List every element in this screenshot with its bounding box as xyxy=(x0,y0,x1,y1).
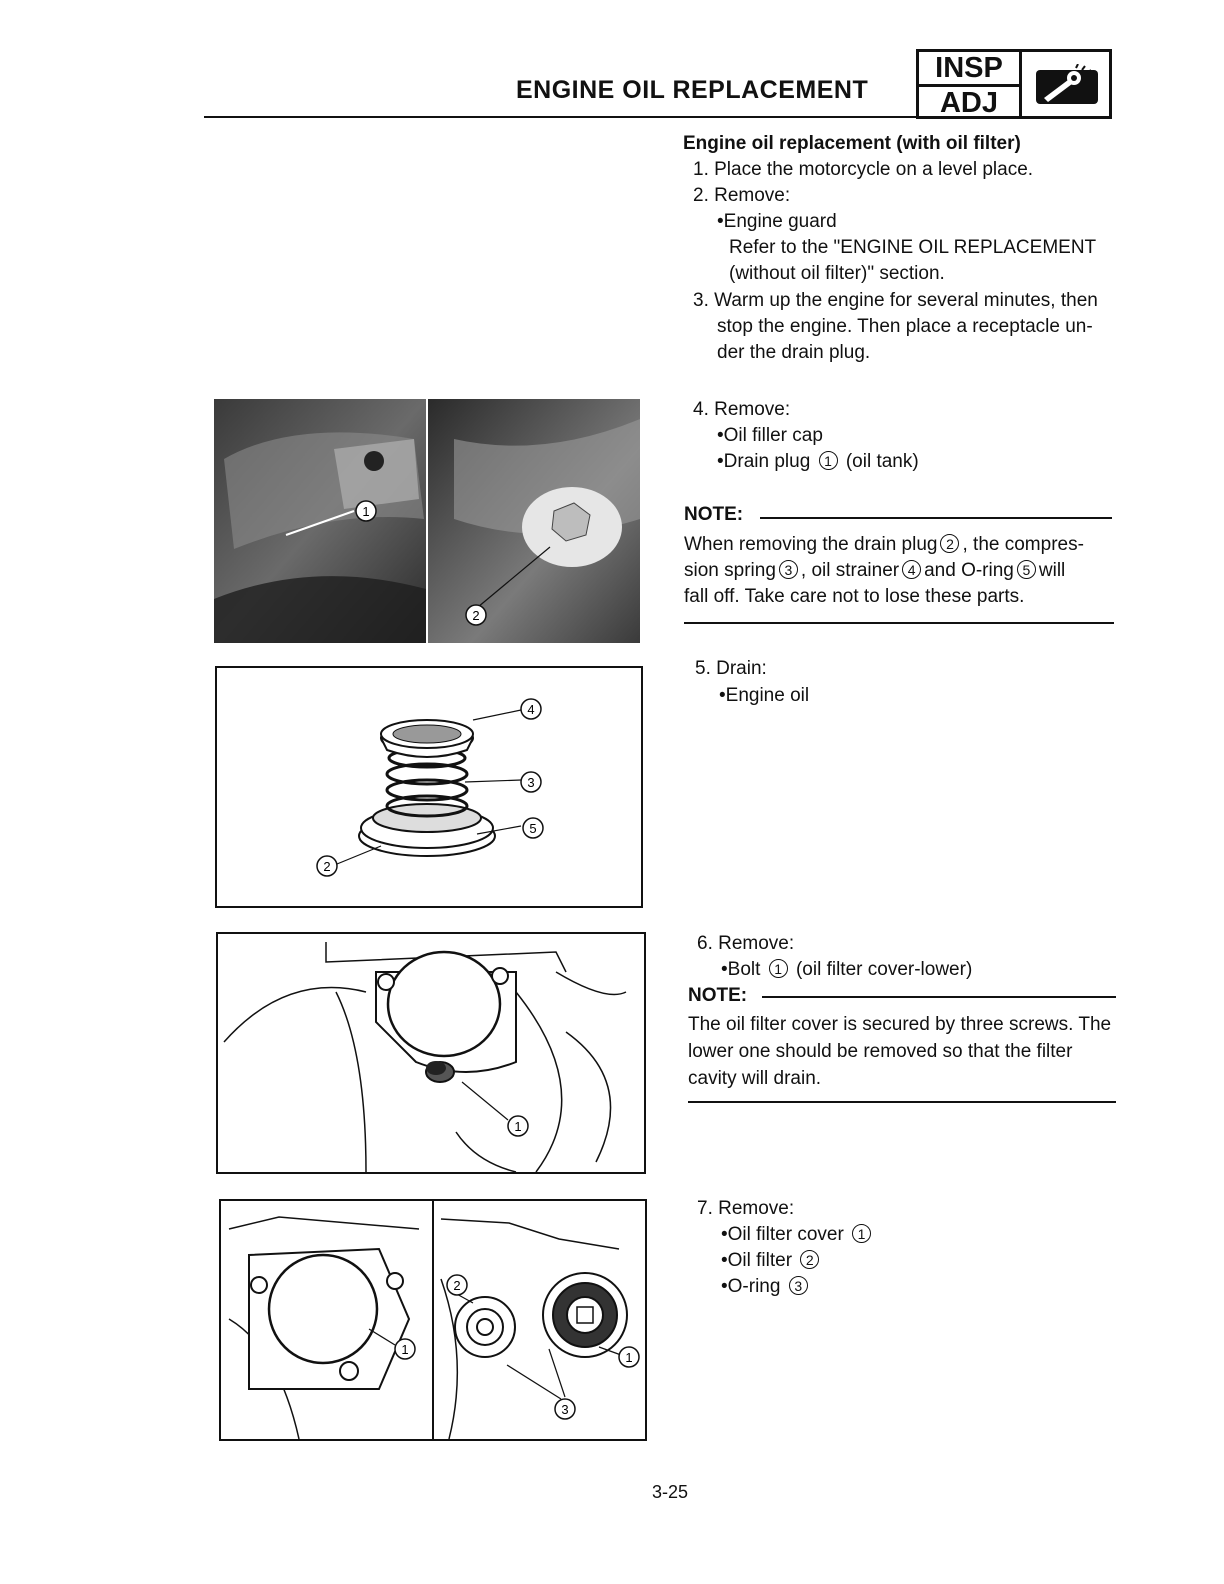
step-7-item1 xyxy=(721,1222,874,1248)
note-2-line2: lower one should be removed so that the filter xyxy=(688,1041,1073,1062)
callout-number: 5 xyxy=(1017,560,1036,579)
note-1-label: NOTE: xyxy=(684,504,744,525)
section-heading: Engine oil replacement (with oil filter) xyxy=(683,133,1021,154)
step-3-line3: der the drain plug. xyxy=(717,342,871,363)
step-7-item2 xyxy=(721,1248,822,1274)
callout-label: 1 xyxy=(514,1119,522,1134)
note-2-line1: The oil filter cover is secured by three screws. The xyxy=(688,1014,1112,1035)
figure-oil-filter-cover xyxy=(216,932,646,1174)
callout-label: 5 xyxy=(529,821,537,836)
note-1-line1 xyxy=(684,532,1084,558)
step-4-item1: •Oil filler cap xyxy=(717,425,823,446)
note-1-line1-text: When removing the drain plug xyxy=(684,534,938,555)
step-6: 6. Remove: xyxy=(697,933,795,954)
step-3-line1: 3. Warm up the engine for several minutes, then xyxy=(693,290,1098,311)
callout-label: 4 xyxy=(527,702,535,717)
callout-label: 1 xyxy=(625,1350,633,1365)
note-2-label: NOTE: xyxy=(688,985,748,1006)
note-2-line3: cavity will drain. xyxy=(688,1068,822,1089)
step-7: 7. Remove: xyxy=(697,1198,795,1219)
step-2-ref-line2: (without oil filter)" section. xyxy=(729,263,945,284)
step-6-item-suffix: (oil filter cover-lower) xyxy=(795,959,973,980)
step-4-item2-suffix: (oil tank) xyxy=(845,451,919,472)
page-number: 3-25 xyxy=(652,1482,689,1502)
callout-label: 3 xyxy=(561,1402,569,1417)
note-1-top-rule xyxy=(760,517,1112,519)
note-2-top-rule xyxy=(762,996,1116,998)
step-6-item-text: •Bolt xyxy=(721,959,761,980)
callout-label: 2 xyxy=(472,608,480,623)
callout-label: 3 xyxy=(527,775,535,790)
callout-label: 1 xyxy=(362,504,370,519)
wrench-icon xyxy=(1034,64,1100,108)
note-1-line2-text: sion spring xyxy=(684,560,776,581)
callout-number: 2 xyxy=(800,1250,819,1269)
figure-drain-plug-photos xyxy=(214,399,640,643)
callout-number: 1 xyxy=(852,1224,871,1243)
note-1-line2 xyxy=(684,558,1065,584)
step-7-item3-text: •O-ring xyxy=(721,1276,781,1297)
header-rule xyxy=(204,116,916,118)
callout-number: 1 xyxy=(819,451,838,470)
step-4: 4. Remove: xyxy=(693,399,791,420)
step-7-item2-text: •Oil filter xyxy=(721,1250,793,1271)
note-1-line2-tail: will xyxy=(1038,560,1066,581)
callout-number: 3 xyxy=(789,1276,808,1295)
callout-number: 2 xyxy=(940,534,959,553)
step-7-item3 xyxy=(721,1274,811,1300)
note-1-bottom-rule xyxy=(684,622,1114,624)
step-5-item: •Engine oil xyxy=(719,685,810,706)
step-4-item2-text: •Drain plug xyxy=(717,451,811,472)
figure-oil-filter-removal xyxy=(219,1199,647,1441)
step-2-item: •Engine guard xyxy=(717,211,837,232)
callout-label: 2 xyxy=(453,1278,461,1293)
note-1-line2-mid2: and O-ring xyxy=(924,560,1014,581)
step-2: 2. Remove: xyxy=(693,185,791,206)
badge-adj: ADJ xyxy=(919,87,1022,119)
note-1-line1-tail: , the compres- xyxy=(962,534,1084,555)
callout-number: 1 xyxy=(769,959,788,978)
figure-oil-strainer xyxy=(215,666,643,908)
section-badge xyxy=(916,49,1112,119)
callout-number: 3 xyxy=(779,560,798,579)
badge-insp: INSP xyxy=(919,52,1022,87)
step-1: 1. Place the motorcycle on a level place. xyxy=(693,159,1034,180)
note-2-bottom-rule xyxy=(688,1101,1116,1103)
callout-label: 2 xyxy=(323,859,331,874)
note-1-line2-mid: , oil strainer xyxy=(800,560,900,581)
callout-number: 4 xyxy=(902,560,921,579)
step-4-item2 xyxy=(717,449,919,475)
callout-label: 1 xyxy=(401,1342,409,1357)
note-1-line3: fall off. Take care not to lose these parts. xyxy=(684,586,1025,607)
page-title: ENGINE OIL REPLACEMENT xyxy=(516,76,869,104)
step-3-line2: stop the engine. Then place a receptacle un- xyxy=(717,316,1093,337)
step-5: 5. Drain: xyxy=(695,658,767,679)
step-2-ref-line1: Refer to the "ENGINE OIL REPLACEMENT xyxy=(729,237,1097,258)
step-7-item1-text: •Oil filter cover xyxy=(721,1224,844,1245)
step-6-item xyxy=(721,957,972,983)
